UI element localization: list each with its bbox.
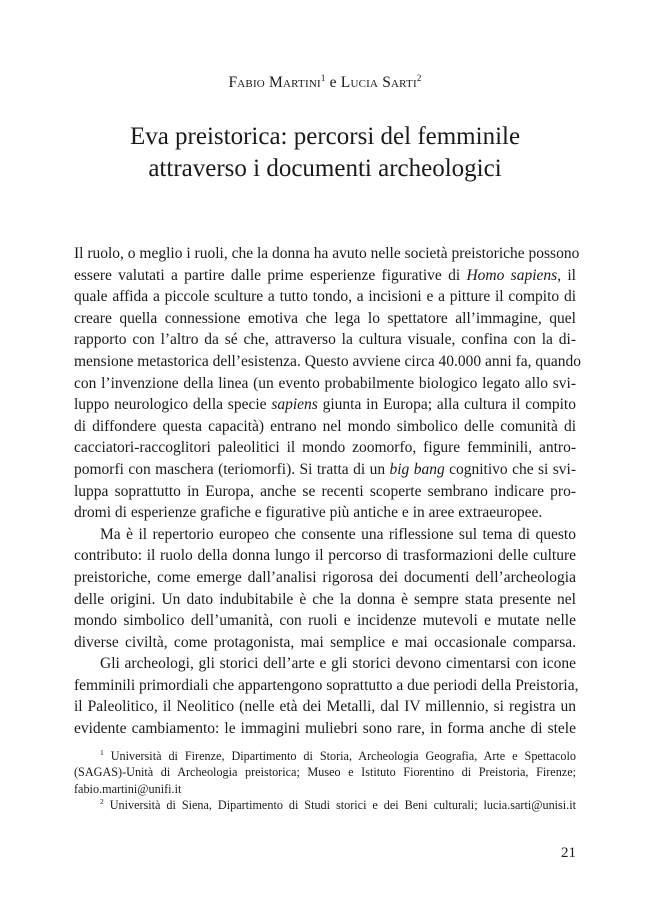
text-line: delle origini. Un dato indubitabile è che la donna è sempre stata presente nel [74, 590, 576, 608]
paragraph-1 [74, 243, 582, 524]
author-2-footnote-mark[interactable]: 2 [416, 72, 422, 83]
text-line: luppa soprattutto in Europa, anche se recenti scoperte sembrano indicare pro- [74, 482, 576, 500]
text-line: creare quella connessione emotiva che lega lo spettatore all’immagine, quel [74, 309, 576, 327]
italic-term: sapiens [271, 396, 318, 414]
text-run: essere valutati a partire dalle prime esperienze figurative di [74, 266, 467, 284]
footnote-2-mark: 2 [100, 797, 104, 807]
text-run: cognitivo che si svi- [444, 460, 576, 478]
footnote-line [74, 748, 576, 764]
author-1-last-name: Martini [269, 74, 321, 91]
footnote-text: Università di Firenze, Dipartimento di Storia, Archeologia Geografia, Arte e Spettacolo [110, 749, 576, 763]
text-line: mondo simbolico dell’umanità, con ruoli e incidenze mutevoli e mutate nelle [74, 612, 576, 630]
author-conjunction: e [329, 74, 337, 91]
text-line [74, 394, 576, 416]
body-text [74, 243, 582, 740]
footnote-1-mark: 1 [100, 747, 104, 757]
text-line: Il ruolo, o meglio i ruoli, che la donna ha avuto nelle società preistoriche possono [74, 245, 580, 262]
text-line: dromi di esperienze grafiche e figurative più antiche e in aree extraeuropee. [74, 504, 543, 522]
text-line: femminili primordiali che appartengono soprattutto a due periodi della Preistoria, [74, 676, 579, 694]
text-line: diverse civiltà, come protagonista, mai semplice e mai occasionale comparsa. [74, 633, 576, 651]
text-line [74, 459, 576, 481]
title-line-2: attraverso i documenti archeologici [148, 155, 502, 182]
text-run: giunta in Europa; alla cultura il compito [317, 396, 576, 414]
author-1-footnote-mark[interactable]: 1 [320, 72, 326, 83]
italic-term: Homo sapiens [466, 266, 558, 284]
text-line: mensione metastorica dell’esistenza. Questo avviene circa 40.000 anni fa, quando [74, 352, 582, 370]
paragraph-3 [74, 653, 579, 739]
text-line: evidente cambiamento: le immagini muliebri sono rare, in forma anche di stele [74, 720, 576, 738]
text-run: , il [557, 266, 576, 284]
text-line: Gli archeologi, gli storici dell’arte e gli storici devono cimentarsi con icone [100, 655, 576, 673]
footnote-1 [74, 748, 576, 797]
text-line: quale affida a piccole sculture a tutto tondo, a incisioni e a pitture il compito di [74, 288, 576, 306]
footnote-email-link[interactable]: fabio.martini@unifi.it [74, 781, 182, 796]
text-line: di diffondere questa capacità) entrano nel mondo simbolico delle comunità di [74, 417, 576, 435]
author-1-first-name: Fabio [228, 74, 265, 91]
page-number: 21 [561, 845, 576, 861]
text-line: il Paleolitico, il Neolitico (nelle età dei Metalli, dal IV millennio, si registra un [74, 698, 576, 716]
text-line: Ma è il repertorio europeo che consente una riflessione sul tema di questo [100, 525, 576, 543]
footnote-2 [74, 797, 576, 813]
text-run: luppo neurologico della specie [74, 396, 272, 414]
author-2-first-name: Lucia [340, 74, 379, 91]
author-line [0, 74, 650, 92]
title-line-1: Eva preistorica: percorsi del femminile [129, 123, 521, 150]
italic-term: big bang [389, 460, 445, 478]
text-run: pomorfi con maschera (teriomorfi). Si tratta di un [74, 460, 390, 478]
text-line [74, 265, 576, 287]
text-line: cacciatori-raccoglitori paleolitici il mondo zoomorfo, figure femminili, antro- [74, 439, 576, 457]
footnote-text: Università di Siena, Dipartimento di Studi storici e dei Beni culturali; lucia.sarti@unisi.it [109, 798, 576, 813]
text-line: con l’invenzione della linea (un evento probabilmente biologico legato allo svi- [74, 374, 576, 392]
footnote-line: (SAGAS)-Unità di Archeologia preistorica; Museo e Istituto Fiorentino di Preistoria, Firenze; [74, 765, 576, 780]
footnotes [74, 748, 576, 814]
footnote-line [74, 797, 576, 813]
text-line: preistoriche, come emerge dall’analisi rigorosa dei documenti dell’archeologia [74, 568, 576, 586]
author-2-last-name: Sarti [382, 74, 417, 91]
text-line: rapporto con l’altro da sé che, attraverso la cultura visuale, confina con la di- [74, 331, 576, 349]
text-line: contributo: il ruolo della donna lungo il percorso di trasformazioni delle culture [74, 547, 576, 565]
paragraph-2 [74, 524, 576, 654]
article-title [60, 121, 590, 185]
